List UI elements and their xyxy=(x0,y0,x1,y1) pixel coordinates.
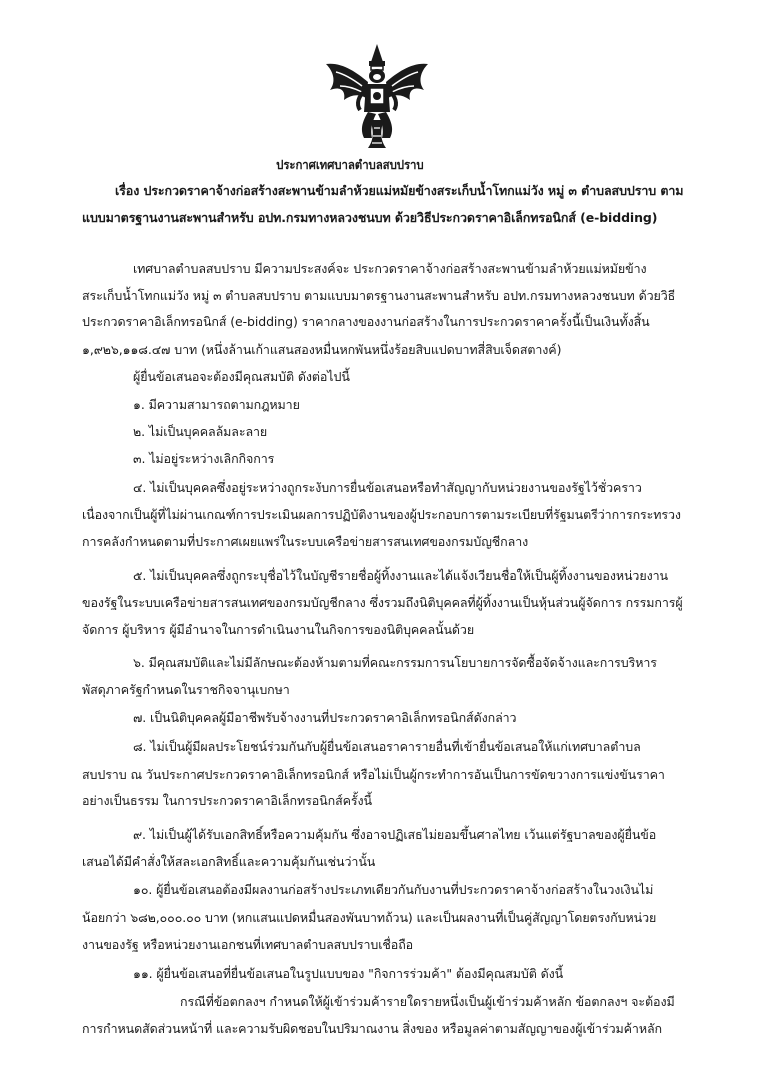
item-10-line-1: ๑๐. ผู้ยื่นข้อเสนอต้องมีผลงานก่อสร้างประเภทเดียวกันกับงานที่ประกวดราคาจ้างก่อสร้างในวงเงินไม่ xyxy=(133,882,654,897)
item-4-line-2: เนื่องจากเป็นผู้ที่ไม่ผ่านเกณฑ์การประเมินผลการปฏิบัติงานของผู้ประกอบการตามระเบียบที่รัฐมนตรีว่าการกระทรวง xyxy=(82,507,681,522)
item-8-line-1: ๘. ไม่เป็นผู้มีผลประโยชน์ร่วมกันกับผู้ยื่นข้อเสนอราคารายอื่นที่เข้ายื่นข้อเสนอให้แก่เทศบาลตำบล xyxy=(133,739,641,754)
intro-line-4: ๑,๙๒๖,๑๑๘.๔๗ บาท (หนึ่งล้านเก้าแสนสองหมื่นหกพันหนึ่งร้อยสิบแปดบาทสี่สิบเจ็ดสตางค์) xyxy=(82,342,562,357)
item-11-line-3: การกำหนดสัดส่วนหน้าที่ และความรับผิดชอบในปริมาณงาน สิ่งของ หรือมูลค่าตามสัญญาของผู้เข้าร่วมค้าหลัก xyxy=(82,1021,662,1036)
item-9-line-1: ๙. ไม่เป็นผู้ได้รับเอกสิทธิ์หรือความคุ้มกัน ซึ่งอาจปฏิเสธไม่ยอมขึ้นศาลไทย เว้นแต่รัฐบาลของผู้ยื่นข้อ xyxy=(133,827,657,842)
item-5-line-1: ๕. ไม่เป็นบุคคลซึ่งถูกระบุชื่อไว้ในบัญชีรายชื่อผู้ทิ้งงานและได้แจ้งเวียนชื่อให้เป็นผู้ทิ้งงานของหน่วยงาน xyxy=(133,568,668,583)
item-10-line-3: งานของรัฐ หรือหน่วยงานเอกชนที่เทศบาลตำบลสบปราบเชื่อถือ xyxy=(82,937,414,952)
item-5-line-2: ของรัฐในระบบเครือข่ายสารสนเทศของกรมบัญชีกลาง ซึ่งรวมถึงนิติบุคคลที่ผู้ทิ้งงานเป็นหุ้นส่วนผู้จัดการ กรรมการผู้ xyxy=(82,595,683,610)
item-10-line-2: น้อยกว่า ๖๘๒,๐๐๐.๐๐ บาท (หกแสนแปดหมื่นสองพันบาทถ้วน) และเป็นผลงานที่เป็นคู่สัญญาโดยตรงกับหน่วย xyxy=(82,910,657,925)
item-8-line-3: อย่างเป็นธรรม ในการประกวดราคาอิเล็กทรอนิกส์ครั้งนี้ xyxy=(82,793,372,808)
subject-line-2: แบบมาตรฐานงานสะพานสำหรับ อปท.กรมทางหลวงชนบท ด้วยวิธีประกวดราคาอิเล็กทรอนิกส์ (e-bidding) xyxy=(82,210,658,225)
item-6-line-2: พัสดุภาครัฐกำหนดในราชกิจจานุเบกษา xyxy=(82,682,290,697)
item-7: ๗. เป็นนิติบุคคลผู้มีอาชีพรับจ้างงานที่ประกวดราคาอิเล็กทรอนิกส์ดังกล่าว xyxy=(133,710,517,725)
garuda-emblem xyxy=(316,42,438,150)
item-3: ๓. ไม่อยู่ระหว่างเลิกกิจการ xyxy=(133,451,275,466)
subject-line-1: เรื่อง ประกวดราคาจ้างก่อสร้างสะพานข้ามลำห้วยแม่หมัยข้างสระเก็บน้ำโทกแม่วัง หมู่ ๓ ตำบลสบปราบ ตาม xyxy=(115,183,684,198)
item-1: ๑. มีความสามารถตามกฎหมาย xyxy=(133,397,300,412)
item-4-line-1: ๔. ไม่เป็นบุคคลซึ่งอยู่ระหว่างถูกระงับการยื่นข้อเสนอหรือทำสัญญากับหน่วยงานของรัฐไว้ชั่วคราว xyxy=(133,480,642,495)
intro-line-1: เทศบาลตำบลสบปราบ มีความประสงค์จะ ประกวดราคาจ้างก่อสร้างสะพานข้ามลำห้วยแม่หมัยข้าง xyxy=(133,261,647,276)
intro-line-3: ประกวดราคาอิเล็กทรอนิกส์ (e-bidding) ราคากลางของงานก่อสร้างในการประกวดราคาครั้งนี้เป็นเงินทั้งสิ้น xyxy=(82,314,650,329)
item-11-line-2: กรณีที่ข้อตกลงฯ กำหนดให้ผู้เข้าร่วมค้ารายใดรายหนึ่งเป็นผู้เข้าร่วมค้าหลัก ข้อตกลงฯ จะต้องมี xyxy=(180,994,675,1009)
item-8-line-2: สบปราบ ณ วันประกาศประกวดราคาอิเล็กทรอนิกส์ หรือไม่เป็นผู้กระทำการอันเป็นการขัดขวางการแข่งขันราคา xyxy=(82,767,665,782)
document-header: ประกาศเทศบาลตำบลสบปราบ xyxy=(276,157,424,172)
intro-line-2: สระเก็บน้ำโทกแม่วัง หมู่ ๓ ตำบลสบปราบ ตามแบบมาตรฐานงานสะพานสำหรับ อปท.กรมทางหลวงชนบท ด้วยวิธี xyxy=(82,288,676,303)
item-4-line-3: การคลังกำหนดตามที่ประกาศเผยแพร่ในระบบเครือข่ายสารสนเทศของกรมบัญชีกลาง xyxy=(82,534,529,549)
qualification-heading: ผู้ยื่นข้อเสนอจะต้องมีคุณสมบัติ ดังต่อไปนี้ xyxy=(133,369,350,384)
item-6-line-1: ๖. มีคุณสมบัติและไม่มีลักษณะต้องห้ามตามที่คณะกรรมการนโยบายการจัดซื้อจัดจ้างและการบริหาร xyxy=(133,655,657,670)
item-2: ๒. ไม่เป็นบุคคลล้มละลาย xyxy=(133,424,268,439)
item-5-line-3: จัดการ ผู้บริหาร ผู้มีอำนาจในการดำเนินงานในกิจการของนิติบุคคลนั้นด้วย xyxy=(82,622,475,637)
item-11-line-1: ๑๑. ผู้ยื่นข้อเสนอที่ยื่นข้อเสนอในรูปแบบของ "กิจการร่วมค้า" ต้องมีคุณสมบัติ ดังนี้ xyxy=(133,966,564,981)
item-9-line-2: เสนอได้มีคำสั่งให้สละเอกสิทธิ์และความคุ้มกันเช่นว่านั้น xyxy=(82,854,376,869)
